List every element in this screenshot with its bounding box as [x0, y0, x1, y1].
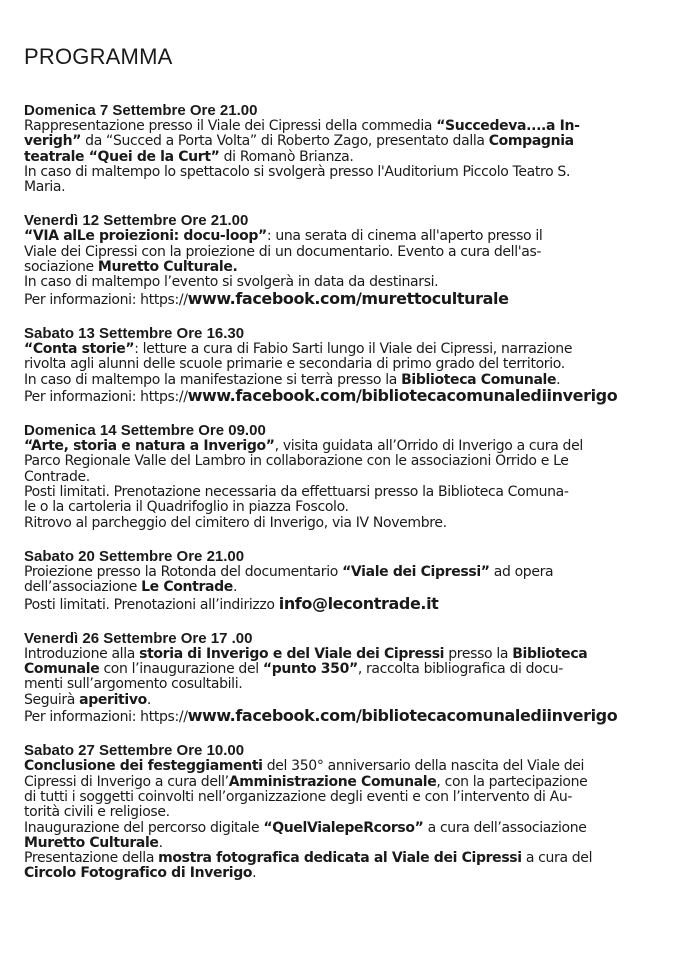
description-line [24, 708, 657, 725]
text-segment: di tutti i soggetti coinvolti nell’organizzazione degli eventi e con l’intervento di Au- [24, 788, 573, 805]
info-link[interactable]: www.facebook.com/bibliotecacomunalediinverigo [187, 706, 618, 726]
text-segment: Cipressi di Inverigo a cura dell’ [24, 773, 229, 790]
text-segment: menti sull’argomento cosultabili. [24, 676, 243, 693]
description-line [24, 150, 657, 165]
highlight-text: Comunale [24, 661, 100, 678]
info-link[interactable]: www.facebook.com/bibliotecacomunalediinverigo [187, 385, 618, 405]
highlight-text: “Viale dei Cipressi” [342, 563, 490, 580]
event-description [24, 119, 657, 195]
text-segment: . [158, 834, 163, 851]
text-segment: . [252, 865, 257, 882]
text-segment: , raccolta bibliografica di docu- [357, 661, 563, 678]
description-line [24, 836, 657, 851]
description-line [24, 470, 657, 485]
event-heading: Venerdì 26 Settembre Ore 17 .00 [24, 629, 253, 647]
highlight-text: Le Contrade [141, 579, 233, 596]
text-segment: Introduzione alla [24, 645, 140, 662]
event-2 [24, 212, 657, 307]
event-5 [24, 548, 657, 613]
description-line [24, 165, 657, 180]
description-line [24, 260, 657, 275]
event-heading: Domenica 7 Settembre Ore 21.00 [24, 102, 258, 119]
highlight-text: verigh” [24, 133, 82, 150]
description-line [24, 677, 657, 692]
description-line [24, 500, 657, 515]
text-segment: Posti limitati. Prenotazione necessaria da effettuarsi presso la Biblioteca Comuna- [24, 484, 569, 501]
event-6 [24, 630, 657, 725]
text-segment: . [232, 579, 238, 596]
event-1 [24, 102, 657, 195]
text-segment: del 350° anniversario della nascita del Viale dei [262, 758, 585, 775]
highlight-text: “Conta storie” [24, 340, 135, 357]
text-segment: di Romanò Brianza. [219, 148, 354, 165]
text-segment: , visita guidata all’Orrido di Inverigo a cura del [274, 438, 583, 455]
text-segment: Viale dei Cipressi con la proiezione di un documentario. Evento a cura dell'as- [24, 243, 542, 260]
highlight-text: Biblioteca [512, 645, 588, 662]
text-segment: Rappresentazione presso il Viale dei Cipressi della commedia [24, 118, 437, 134]
description-line [24, 342, 657, 357]
text-segment: da “Succed a Porta Volta” di Roberto Zago, presentato dalla [81, 133, 489, 150]
description-line [24, 454, 657, 469]
event-description [24, 342, 657, 405]
event-7 [24, 742, 657, 881]
description-line [24, 229, 657, 244]
description-line [24, 439, 657, 454]
description-line [24, 790, 657, 805]
text-segment: In caso di maltempo l’evento si svolgerà in data da destinarsi. [24, 274, 439, 291]
description-line [24, 775, 657, 790]
text-segment: Per informazioni: https:// [24, 709, 188, 726]
text-segment: ad opera [489, 563, 554, 580]
highlight-text: Muretto Culturale [24, 834, 159, 851]
description-line [24, 593, 657, 613]
text-segment: Per informazioni: https:// [24, 388, 188, 405]
text-segment: , con la partecipazione [436, 773, 588, 790]
text-segment: dell’associazione [24, 579, 142, 596]
event-heading: Domenica 14 Settembre Ore 09.00 [24, 422, 266, 440]
event-heading: Venerdì 12 Settembre Ore 21.00 [24, 212, 249, 230]
text-segment: . [556, 371, 561, 388]
text-segment: Per informazioni: https:// [24, 291, 188, 308]
description-line [24, 385, 657, 405]
description-line [24, 134, 657, 149]
description-line [24, 805, 657, 820]
text-segment: Presentazione della [24, 850, 159, 867]
description-line [24, 866, 657, 881]
event-4 [24, 422, 657, 531]
info-link[interactable]: www.facebook.com/murettoculturale [187, 288, 509, 308]
text-segment: Proiezione presso la Rotonda del documentario [24, 563, 343, 580]
text-segment: Contrade. [24, 468, 90, 485]
event-description [24, 229, 657, 307]
highlight-text: Amministrazione Comunale [228, 773, 437, 790]
event-heading: Sabato 27 Settembre Ore 10.00 [24, 742, 245, 760]
description-line [24, 485, 657, 500]
highlight-text: aperitivo [79, 691, 147, 708]
text-segment: . [146, 691, 152, 708]
highlight-text: Biblioteca Comunale [401, 371, 557, 388]
description-line [24, 180, 657, 195]
page-title: PROGRAMMA [24, 44, 173, 69]
description-line [24, 821, 657, 836]
description-line [24, 565, 657, 580]
text-segment: : letture a cura di Fabio Sarti lungo il Viale dei Cipressi, narrazione [134, 340, 573, 357]
text-segment: rivolta agli alunni delle scuole primarie e secondaria di primo grado del territorio. [24, 356, 565, 373]
event-description [24, 647, 657, 725]
description-line [24, 759, 657, 774]
description-line [24, 119, 657, 134]
event-list [24, 102, 657, 882]
event-heading: Sabato 13 Settembre Ore 16.30 [24, 324, 245, 342]
text-segment: a cura del [521, 850, 593, 867]
highlight-text: “punto 350” [262, 661, 358, 678]
info-link[interactable]: info@lecontrade.it [278, 593, 439, 613]
text-segment: Maria. [24, 179, 66, 196]
event-description [24, 439, 657, 531]
text-segment: le o la cartoleria il Quadrifoglio in piazza Foscolo. [24, 499, 349, 516]
text-segment: Ritrovo al parcheggio del cimitero di Inverigo, via IV Novembre. [24, 514, 447, 531]
highlight-text: teatrale “Quei de la Curt” [24, 148, 220, 165]
text-segment: : una serata di cinema all'aperto presso il [266, 228, 543, 245]
text-segment: Parco Regionale Valle del Lambro in collaborazione con le associazioni Orrido e Le [24, 453, 569, 470]
highlight-text: storia di Inverigo e del Viale dei Cipressi [139, 645, 445, 662]
description-line [24, 245, 657, 260]
highlight-text: Conclusione dei festeggiamenti [24, 758, 263, 775]
highlight-text: mostra fotografica dedicata al Viale dei Cipressi [158, 850, 522, 867]
event-heading: Sabato 20 Settembre Ore 21.00 [24, 547, 245, 565]
text-segment: In caso di maltempo lo spettacolo si svolgerà presso l'Auditorium Piccolo Teatro S. [24, 163, 571, 180]
text-segment: sociazione [24, 259, 98, 276]
text-segment: presso la [444, 645, 513, 662]
text-segment: In caso di maltempo la manifestazione si terrà presso la [24, 371, 402, 388]
description-line [24, 647, 657, 662]
description-line [24, 288, 657, 308]
highlight-text: Compagnia [488, 133, 574, 150]
text-segment: torità civili e religiose. [24, 804, 170, 821]
description-line [24, 357, 657, 372]
text-segment: con l’inaugurazione del [99, 661, 263, 678]
text-segment: a cura dell’associazione [423, 819, 587, 836]
event-description [24, 565, 657, 613]
description-line [24, 662, 657, 677]
highlight-text: Muretto Culturale. [97, 259, 238, 276]
event-description [24, 759, 657, 881]
text-segment: Posti limitati. Prenotazioni all’indirizzo [24, 596, 279, 613]
event-3 [24, 325, 657, 405]
highlight-text: Circolo Fotografico di Inverigo [24, 865, 253, 882]
description-line [24, 516, 657, 531]
highlight-text: “Arte, storia e natura a Inverigo” [24, 438, 275, 455]
description-line [24, 851, 657, 866]
highlight-text: “VIA alLe proiezioni: docu-loop” [24, 228, 267, 245]
text-segment: Inaugurazione del percorso digitale [24, 819, 264, 836]
text-segment: Seguirà [24, 691, 80, 708]
highlight-text: “Succedeva....a In- [436, 118, 580, 134]
highlight-text: “QuelVialepeRcorso” [263, 819, 424, 836]
